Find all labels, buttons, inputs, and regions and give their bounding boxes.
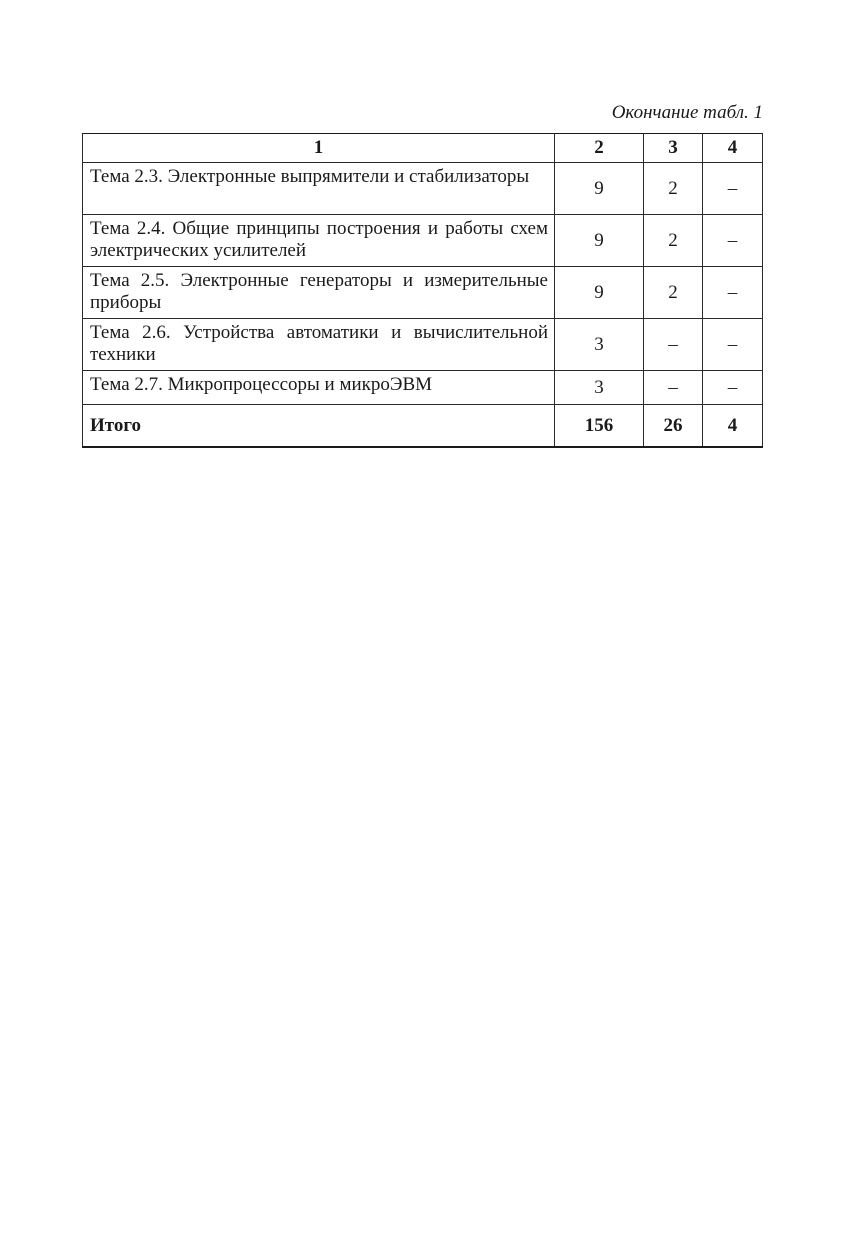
table-row [83,267,763,319]
total-value: 26 [644,405,703,448]
table-row [83,319,763,371]
value-cell: – [703,267,763,319]
column-header-1: 1 [83,134,555,163]
value-cell: 2 [644,163,703,215]
total-label: Итого [83,405,555,448]
table-header-row [83,134,763,163]
column-header-4: 4 [703,134,763,163]
value-cell: – [703,319,763,371]
topic-cell: Тема 2.4. Общие принципы построения и работы схем электрических усилителей [83,215,555,267]
value-cell: – [644,319,703,371]
table-row [83,163,763,215]
total-value: 4 [703,405,763,448]
topic-cell: Тема 2.6. Устройства автоматики и вычислительной техники [83,319,555,371]
topic-cell: Тема 2.3. Электронные выпрямители и стабилизаторы [83,163,555,215]
value-cell: 3 [555,371,644,405]
value-cell: 2 [644,267,703,319]
hours-table [82,133,763,448]
topic-cell: Тема 2.7. Микропроцессоры и микроЭВМ [83,371,555,405]
value-cell: 3 [555,319,644,371]
value-cell: 9 [555,163,644,215]
value-cell: – [703,371,763,405]
column-header-2: 2 [555,134,644,163]
table-caption: Окончание табл. 1 [611,102,763,123]
value-cell: – [644,371,703,405]
table-row [83,371,763,405]
total-row [83,405,763,448]
value-cell: 2 [644,215,703,267]
table-row [83,215,763,267]
value-cell: – [703,163,763,215]
value-cell: 9 [555,215,644,267]
column-header-3: 3 [644,134,703,163]
value-cell: – [703,215,763,267]
topic-cell: Тема 2.5. Электронные генераторы и измерительные приборы [83,267,555,319]
total-value: 156 [555,405,644,448]
value-cell: 9 [555,267,644,319]
